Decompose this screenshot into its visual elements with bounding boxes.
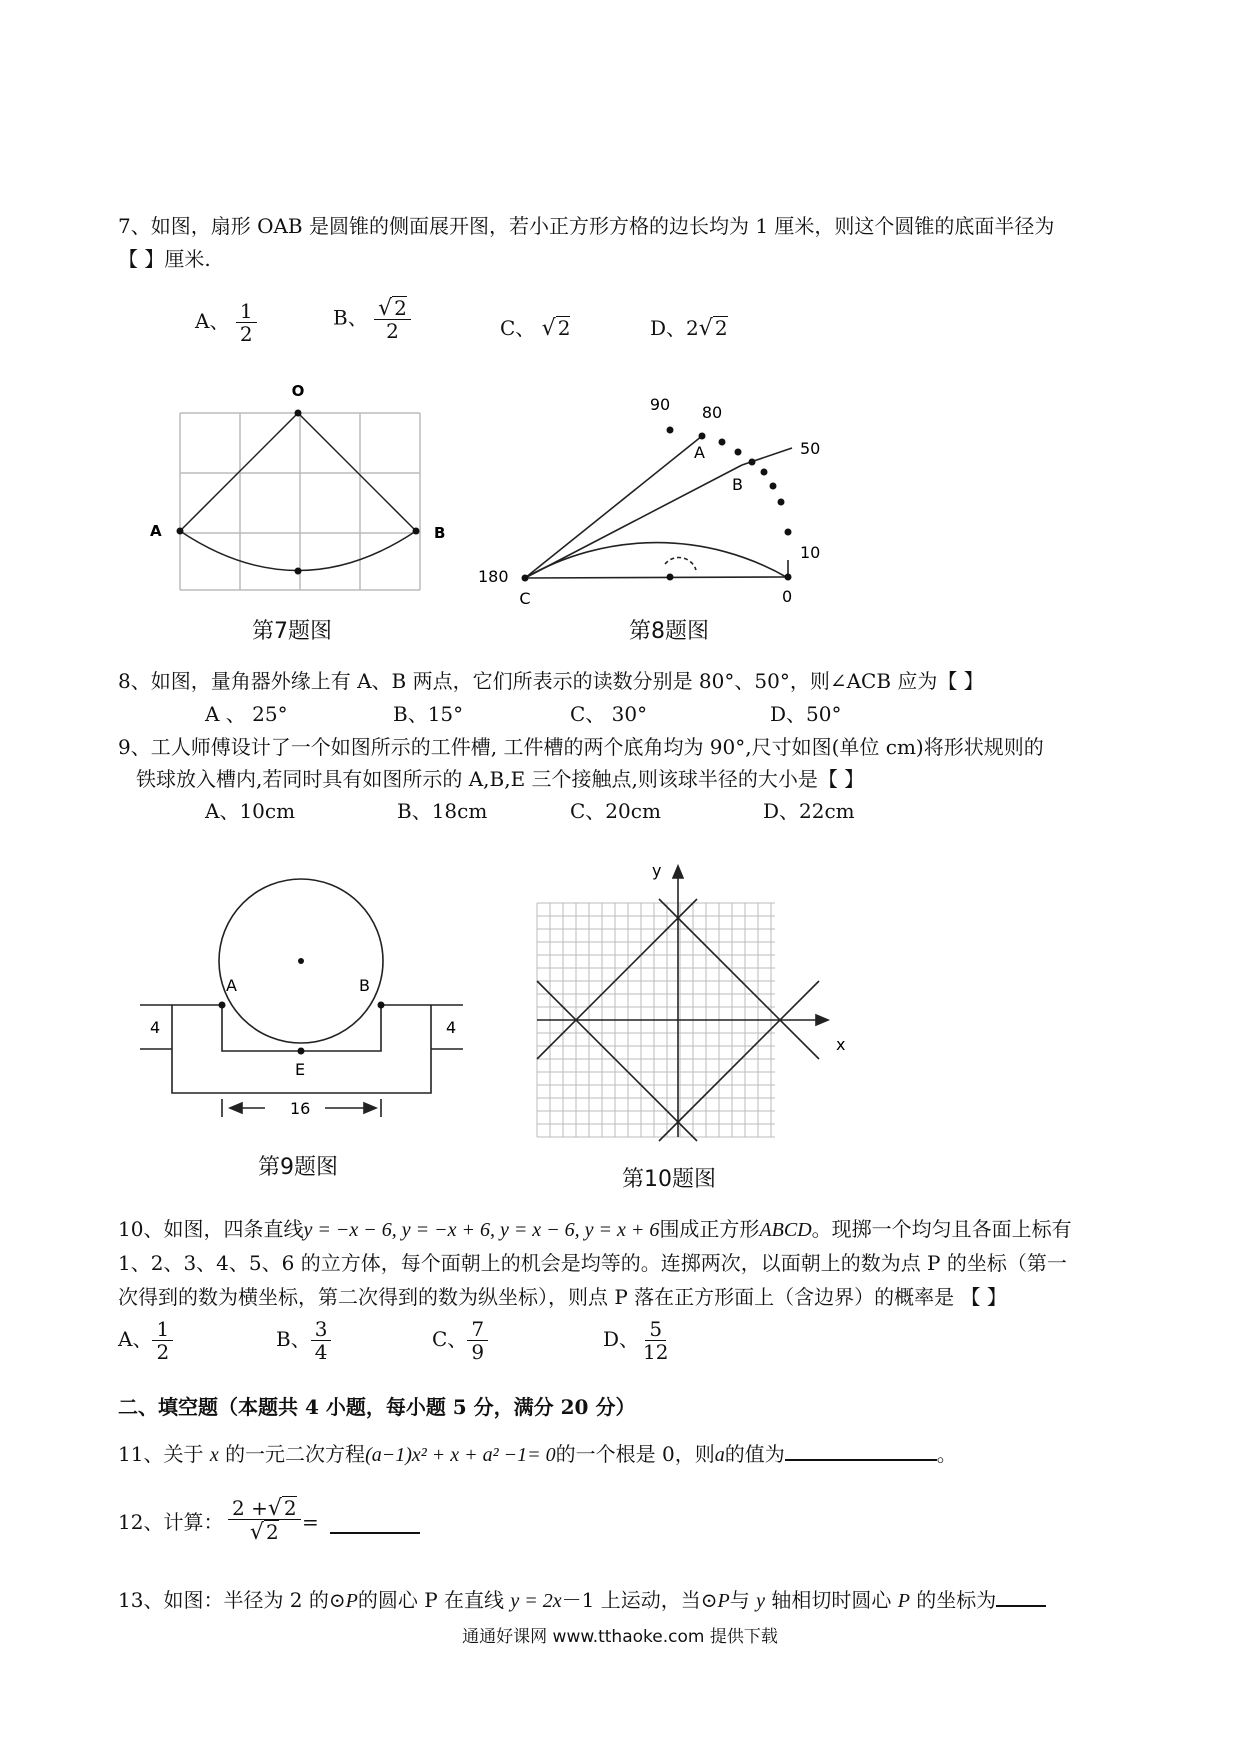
q10-option-c: C、 $\frac{7}{9}$ <box>432 1318 488 1363</box>
y-arrow <box>673 866 683 878</box>
center-mark <box>665 557 696 570</box>
q13: 13、如图：半径为 2 的⊙P的圆心 P 在直线 y = 2x－1 上运动，当⊙P与 y 轴相切时圆心 P 的坐标为 <box>118 1586 1046 1615</box>
x-arrow <box>816 1015 828 1025</box>
label-b: B <box>359 976 370 995</box>
point-o <box>295 410 302 417</box>
q8-text: 8、如图，量角器外缘上有 A、B 两点，它们所表示的读数分别是 80°、50°，则∠ACB 应为【 】 <box>118 669 984 693</box>
line-cb-ext <box>525 465 742 578</box>
q10-option-b: B、 $\frac{3}{4}$ <box>276 1318 331 1363</box>
point-b <box>378 1002 385 1009</box>
sqrt-symbol: √ 2 <box>249 1520 279 1545</box>
figure-10-caption: 第10题图 <box>622 1167 716 1192</box>
line-y-eq-x-minus-6 <box>659 981 819 1141</box>
fraction: √ 2 2 <box>374 296 411 342</box>
point-b <box>413 528 420 535</box>
fraction: $\frac{7}{9}$ <box>467 1318 488 1363</box>
point-a <box>177 528 184 535</box>
q10-line3: 次得到的数为横坐标，第二次得到的数为纵坐标），则点 P 落在正方形面上（含边界）的概率是 【 】 <box>118 1285 1007 1309</box>
label-16: 16 <box>290 1099 311 1118</box>
q8-option-b: B、15° <box>393 702 464 726</box>
q12-expression <box>228 1496 301 1543</box>
figure-10 <box>522 858 862 1163</box>
label-e: E <box>295 1060 306 1079</box>
figure-9-caption: 第9题图 <box>258 1155 338 1180</box>
q10-line1: 10、如图，四条直线y = −x − 6, y = −x + 6, y = x − 6, y = x + 6围成正方形ABCD。现掷一个均匀且各面上标有 <box>118 1217 1072 1241</box>
q7-option-b: B、 √ 2 2 <box>333 296 411 342</box>
label-c: C <box>519 589 531 608</box>
q10-equations: y = −x − 6, y = −x + 6, y = x − 6, y = x + 6 <box>303 1219 660 1241</box>
q7-option-d: D、2 √ 2 <box>650 316 728 341</box>
label-a: A <box>694 443 705 462</box>
q10-option-a: A、 $\frac{1}{2}$ <box>118 1318 173 1363</box>
q11: 11、关于 x 的一元二次方程(a−1)x² + x + a² −1= 0的一个根是 0，则a的值为 。 <box>118 1442 957 1466</box>
label-b: B <box>434 524 446 542</box>
q12-equals: = <box>302 1510 319 1534</box>
q10-option-d: D、 $\frac{5}{12}$ <box>603 1318 673 1363</box>
grid <box>180 413 420 590</box>
label-b: B <box>732 475 743 494</box>
point-e <box>298 1048 305 1055</box>
tick-90: 90 <box>649 395 671 414</box>
figure-8 <box>470 390 890 620</box>
fraction: $\frac{1}{2}$ <box>152 1318 173 1363</box>
footer: 通通好课网 www.tthaoke.com 提供下载 <box>462 1627 778 1647</box>
q10-shape: ABCD <box>759 1219 812 1241</box>
figure-7-caption: 第7题图 <box>252 619 332 644</box>
line-y-eq-neg-x-plus-6 <box>659 899 819 1059</box>
q9-option-b: B、18cm <box>397 799 488 823</box>
point-bottom <box>295 568 302 575</box>
protractor-arc <box>525 543 788 578</box>
fraction: $\frac{3}{4}$ <box>311 1318 332 1363</box>
q11-equation: (a−1)x² + x + a² −1= 0 <box>365 1444 556 1466</box>
label-o: O <box>291 382 305 400</box>
groove-inner <box>140 1005 463 1051</box>
tick-0: 0 <box>782 587 793 606</box>
sqrt-symbol: √ 2 <box>541 316 571 341</box>
radius-ob <box>298 413 416 531</box>
q7-option-c: C、 √ 2 <box>500 316 571 341</box>
point-a <box>219 1002 226 1009</box>
q9-line2: 铁球放入槽内,若同时具有如图所示的 A,B,E 三个接触点,则该球半径的大小是【 】 <box>136 767 865 791</box>
q7-line2: 【 】厘米. <box>118 247 211 271</box>
tick-50: 50 <box>800 439 821 458</box>
tick-180: 180 <box>478 567 509 586</box>
line-y-eq-x-plus-6 <box>537 899 697 1059</box>
q8-option-d: D、50° <box>770 702 842 726</box>
q12-label: 12、计算： <box>118 1510 224 1534</box>
q8-option-a: A 、 25° <box>205 702 288 726</box>
center-point <box>298 958 304 964</box>
protractor-base <box>525 577 788 578</box>
label-a: A <box>226 976 237 995</box>
fraction: $\frac{1}{2}$ <box>236 300 257 345</box>
label-a: A <box>150 522 162 540</box>
sqrt-symbol: √ 2 <box>698 316 728 341</box>
sqrt-symbol: √ 2 <box>267 1496 297 1521</box>
figure-9 <box>130 865 490 1130</box>
q9-line1: 9、工人师傅设计了一个如图所示的工件槽, 工件槽的两个底角均为 90°,尺寸如图(单位 cm)将形状规则的 <box>118 735 1044 759</box>
label-right-4: 4 <box>446 1018 457 1037</box>
section-2-heading: 二、填空题（本题共 4 小题，每小题 5 分，满分 20 分） <box>118 1395 636 1419</box>
radius-oa <box>180 413 298 531</box>
q8-option-c: C、 30° <box>570 702 648 726</box>
answer-blank[interactable] <box>996 1605 1046 1607</box>
figure-7 <box>140 378 460 598</box>
fraction: 2 + √ 2 √ 2 <box>228 1496 301 1543</box>
q9-option-c: C、20cm <box>570 799 661 823</box>
q13-equation: y = 2x <box>510 1590 562 1612</box>
fraction: $\frac{5}{12}$ <box>643 1317 669 1364</box>
q7-option-a: A、 $\frac{1}{2}$ <box>195 300 257 345</box>
label-left-4: 4 <box>150 1018 161 1037</box>
q7-line1: 7、如图，扇形 OAB 是圆锥的侧面展开图，若小正方形方格的边长均为 1 厘米，则这个圆锥的底面半径为 <box>118 214 1055 238</box>
tick-10: 10 <box>800 543 821 562</box>
tick-80: 80 <box>701 403 723 422</box>
figure-8-caption: 第8题图 <box>629 619 709 644</box>
q9-option-a: A、10cm <box>205 799 296 823</box>
line-ca <box>525 436 702 578</box>
sqrt-symbol: √ 2 <box>378 296 407 321</box>
q10-line2: 1、2、3、4、5、6 的立方体，每个面朝上的机会是均等的。连掷两次，以面朝上的数为点 P 的坐标（第一 <box>118 1251 1067 1275</box>
arc-ab <box>180 531 416 571</box>
answer-blank[interactable] <box>785 1459 937 1461</box>
q9-option-d: D、22cm <box>763 799 855 823</box>
line-y-eq-neg-x-minus-6 <box>537 981 697 1141</box>
answer-blank[interactable] <box>330 1512 420 1534</box>
label-x: x <box>836 1035 846 1054</box>
label-y: y <box>652 861 662 880</box>
